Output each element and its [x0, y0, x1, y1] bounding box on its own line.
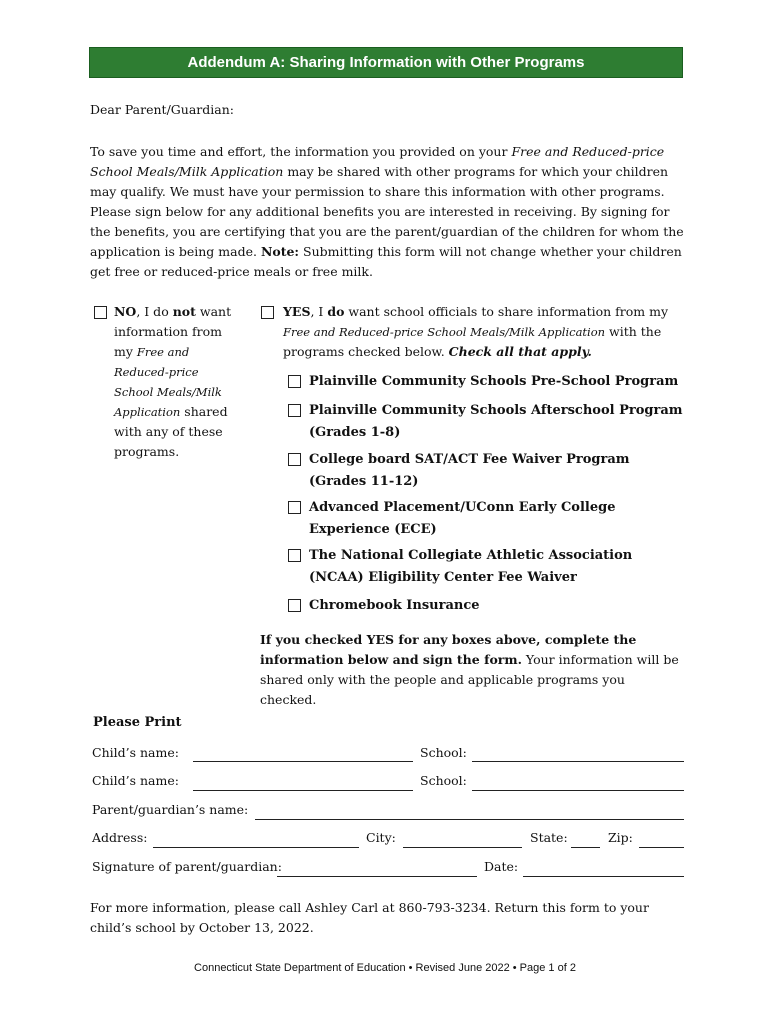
note-label: Note:	[260, 244, 300, 259]
school-label: School:	[420, 745, 467, 760]
child-name-label: Child’s name:	[92, 773, 179, 788]
zip-label: Zip:	[608, 830, 633, 845]
program-item	[288, 497, 683, 541]
state-label: State:	[530, 830, 568, 845]
intro-paragraph: To save you time and effort, the information you provided on your Free and Reduced-price School Meals/Milk Application may be shared with other programs for which your children may qualify. We must have your permission to share this information with other programs. Please sign below for any additional benefits you are interested in receiving. By signing for the benefits, you are certifying that you are the parent/guardian of the children for whom the application is being made. Note: Submitting this form will not change whether your children get free or reduced-price meals or free milk.	[90, 144, 684, 279]
program-item	[288, 449, 683, 493]
child-name-input[interactable]	[193, 790, 413, 791]
school-input[interactable]	[472, 761, 684, 762]
program-item	[288, 400, 683, 444]
program-label: Chromebook Insurance	[309, 598, 480, 613]
yes-option	[261, 302, 681, 362]
address-label: Address:	[92, 830, 148, 845]
program-label: Advanced Placement/UConn Early College Experience (ECE)	[309, 500, 616, 537]
program-item	[288, 545, 683, 589]
address-input[interactable]	[153, 847, 359, 848]
program-checkbox[interactable]	[288, 375, 301, 388]
signature-label: Signature of parent/guardian:	[92, 859, 282, 874]
date-input[interactable]	[523, 876, 684, 877]
page-title: Addendum A: Sharing Information with Other Programs	[187, 54, 585, 71]
yes-option-text: YES, I do want school officials to share information from my Free and Reduced-price School Meals/Milk Application with the programs checked below. Check all that apply.	[283, 304, 669, 359]
signature-input[interactable]	[277, 876, 477, 877]
after-checks-instruction: If you checked YES for any boxes above, complete the information below and sign the form. Your information will be shared only with the people and applicable programs you checked.	[260, 632, 679, 707]
date-label: Date:	[484, 859, 519, 874]
check-all-instruction: Check all that apply.	[448, 344, 592, 359]
city-input[interactable]	[403, 847, 522, 848]
yes-checkbox[interactable]	[261, 306, 274, 319]
city-label: City:	[366, 830, 396, 845]
title-banner	[89, 47, 683, 78]
zip-input[interactable]	[639, 847, 684, 848]
form-name: Free and Reduced-price School Meals/Milk Application	[90, 144, 665, 179]
please-print-heading: Please Print	[93, 715, 182, 730]
program-checkbox[interactable]	[288, 599, 301, 612]
program-checkbox[interactable]	[288, 549, 301, 562]
child-name-input[interactable]	[193, 761, 413, 762]
no-option-text: NO, I do not want information from my Free and Reduced-price School Meals/Milk Application shared with any of these programs.	[114, 304, 232, 459]
program-label: College board SAT/ACT Fee Waiver Program (Grades 11-12)	[309, 452, 630, 489]
parent-name-input[interactable]	[255, 819, 684, 820]
program-label: Plainville Community Schools Pre-School Program	[309, 374, 679, 389]
program-label: Plainville Community Schools Afterschool Program (Grades 1-8)	[309, 403, 683, 440]
school-label: School:	[420, 773, 467, 788]
page-footer: Connecticut State Department of Education • Revised June 2022 • Page 1 of 2	[194, 962, 576, 974]
program-checkbox[interactable]	[288, 501, 301, 514]
greeting: Dear Parent/Guardian:	[90, 102, 234, 117]
program-item	[288, 371, 683, 393]
contact-info: For more information, please call Ashley Carl at 860-793-3234. Return this form to your child’s school by October 13, 2022.	[90, 900, 649, 935]
program-checkbox[interactable]	[288, 453, 301, 466]
no-option	[94, 302, 234, 462]
no-checkbox[interactable]	[94, 306, 107, 319]
program-checkbox[interactable]	[288, 404, 301, 417]
child-name-label: Child’s name:	[92, 745, 179, 760]
school-input[interactable]	[472, 790, 684, 791]
program-label: The National Collegiate Athletic Association (NCAA) Eligibility Center Fee Waiver	[309, 548, 633, 585]
program-item	[288, 595, 683, 617]
parent-name-label: Parent/guardian’s name:	[92, 802, 249, 817]
state-input[interactable]	[571, 847, 600, 848]
